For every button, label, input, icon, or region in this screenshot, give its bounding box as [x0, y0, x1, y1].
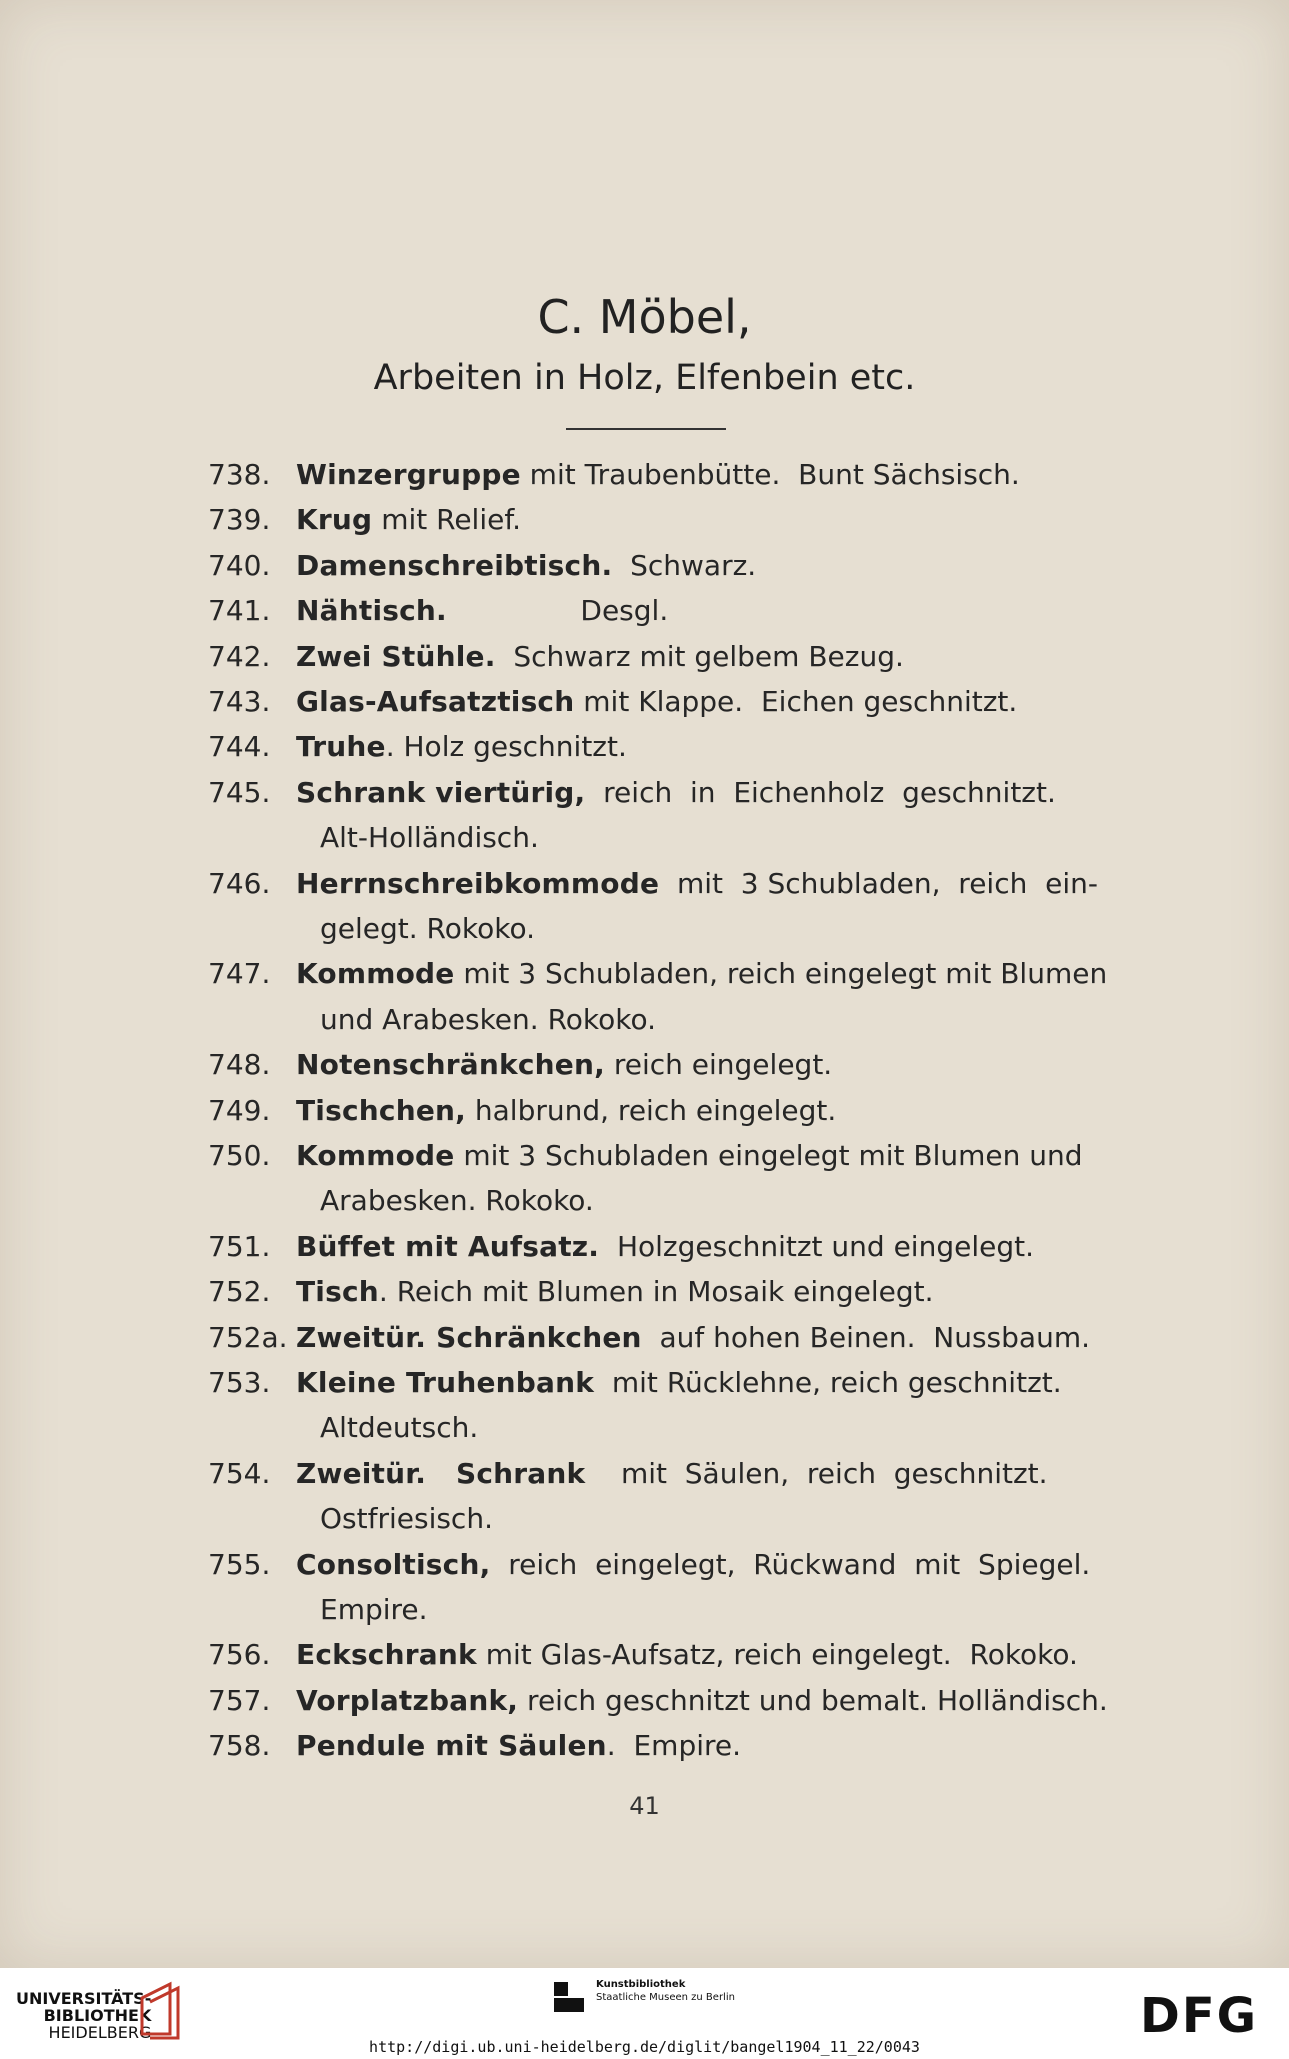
- entry-number: 753.: [208, 1366, 271, 1399]
- entry-text: [296, 458, 1020, 491]
- entry-number: 758.: [208, 1729, 271, 1763]
- kunstbibliothek-text: Kunstbibliothek Staatliche Museen zu Berlin: [596, 1979, 735, 2003]
- entry-text: [296, 957, 1107, 990]
- entry-description: Schwarz.: [612, 548, 757, 582]
- entry-number: 751.: [208, 1229, 271, 1263]
- entry-number: 752.: [208, 1275, 271, 1309]
- entry-text: [296, 776, 1056, 809]
- kunstbibliothek-logo: [550, 1978, 588, 2016]
- entry-text: [296, 1321, 1090, 1354]
- section-subtitle: Arbeiten in Holz, Elfenbein etc.: [373, 358, 916, 398]
- section-title: C. Möbel,: [537, 290, 752, 344]
- entry-description: mit Rücklehne, reich geschnitzt.: [594, 1366, 1062, 1399]
- entry-continuation: Arabesken. Rokoko.: [320, 1184, 594, 1218]
- entry-name: Vorplatzbank,: [296, 1683, 519, 1717]
- entry-text: [296, 549, 756, 582]
- heading-rule: [566, 428, 726, 430]
- entry-text: [296, 867, 1098, 900]
- entry-number: 749.: [208, 1093, 271, 1127]
- entry-text: [296, 503, 521, 536]
- entry-number: 739.: [208, 503, 271, 537]
- entry-number: 748.: [208, 1048, 271, 1082]
- footer-bar: [0, 1968, 1289, 2059]
- entry-description: reich in Eichenholz geschnitzt.: [585, 775, 1056, 809]
- entry-number: 752a.: [208, 1320, 288, 1354]
- entry-number: 745.: [208, 775, 271, 809]
- entry-description: mit 3 Schubladen, reich ein-: [659, 866, 1099, 900]
- entry-name: Herrnschreibkommode: [296, 866, 660, 900]
- entry-name: Kleine Truhenbank: [296, 1366, 595, 1399]
- entry-name: Eckschrank: [296, 1638, 477, 1672]
- entry-description: reich geschnitzt und bemalt. Holländisch.: [518, 1683, 1108, 1717]
- entry-name: Zweitür. Schränkchen: [296, 1320, 642, 1354]
- entry-name: Glas-Aufsatztisch: [296, 685, 575, 718]
- entry-number: 742.: [208, 639, 271, 673]
- entry-text: [296, 1457, 1048, 1490]
- entry-text: [296, 1139, 1083, 1172]
- entry-description: reich eingelegt.: [604, 1048, 833, 1082]
- entry-text: [296, 1366, 1062, 1399]
- entry-number: 756.: [208, 1638, 271, 1672]
- entry-name: Consoltisch,: [296, 1547, 491, 1581]
- entry-name: Kommode: [296, 957, 455, 991]
- entry-name: Winzergruppe: [296, 458, 521, 491]
- entry-name: Damenschreibtisch.: [296, 548, 613, 582]
- source-url[interactable]: http://digi.ub.uni-heidelberg.de/diglit/bangel1904_11_22/0043: [369, 2038, 920, 2056]
- entry-number: 743.: [208, 685, 271, 718]
- entry-continuation: Empire.: [320, 1592, 428, 1626]
- entry-description: . Holz geschnitzt.: [385, 730, 627, 764]
- entry-description: reich eingelegt, Rückwand mit Spiegel.: [490, 1547, 1091, 1581]
- entry-continuation: Alt-Holländisch.: [320, 821, 539, 855]
- entry-name: Tischchen,: [296, 1093, 466, 1127]
- entry-number: 754.: [208, 1456, 271, 1490]
- entry-number: 747.: [208, 957, 271, 991]
- page-number: 41: [629, 1792, 660, 1820]
- entry-text: [296, 1094, 836, 1127]
- entry-number: 738.: [208, 458, 271, 491]
- entry-number: 740.: [208, 548, 271, 582]
- entry-number: 755.: [208, 1547, 271, 1581]
- entry-description: halbrund, reich eingelegt.: [466, 1093, 837, 1127]
- entry-continuation: Altdeutsch.: [320, 1411, 479, 1445]
- entry-name: Kommode: [296, 1139, 455, 1172]
- entry-description: . Reich mit Blumen in Mosaik eingelegt.: [378, 1275, 934, 1309]
- entry-continuation: Ostfriesisch.: [320, 1502, 493, 1536]
- entry-name: Büffet mit Aufsatz.: [296, 1229, 600, 1263]
- entry-text: [296, 730, 627, 763]
- entry-number: 744.: [208, 730, 271, 764]
- entry-text: [296, 640, 904, 673]
- entry-name: Zwei Stühle.: [296, 639, 496, 673]
- entry-text: [296, 685, 1017, 718]
- entry-description: mit Traubenbütte. Bunt Sächsisch.: [520, 458, 1020, 491]
- entry-number: 750.: [208, 1139, 271, 1172]
- ub-heidelberg-logo: [136, 1978, 186, 2040]
- entry-description: Desgl.: [446, 594, 669, 628]
- entry-description: mit Klappe. Eichen geschnitzt.: [574, 685, 1018, 718]
- entry-description: mit 3 Schubladen, reich eingelegt mit Blumen: [454, 957, 1108, 991]
- entry-name: Schrank viertürig,: [296, 775, 586, 809]
- entry-name: Krug: [296, 503, 373, 537]
- entry-number: 746.: [208, 866, 271, 900]
- entry-number: 757.: [208, 1683, 271, 1717]
- entry-description: . Empire.: [606, 1729, 742, 1763]
- entry-description: mit Glas-Aufsatz, reich eingelegt. Rokoko.: [476, 1638, 1078, 1672]
- entry-text: [296, 1230, 1034, 1263]
- entry-name: Tisch: [296, 1275, 379, 1309]
- entry-name: Nähtisch.: [296, 594, 447, 628]
- entry-description: Holzgeschnitzt und eingelegt.: [599, 1229, 1034, 1263]
- entry-continuation: und Arabesken. Rokoko.: [320, 1002, 656, 1036]
- entry-text: [296, 1548, 1090, 1581]
- entry-name: Zweitür. Schrank: [296, 1456, 586, 1490]
- entry-text: [296, 1048, 832, 1081]
- entry-name: Truhe: [296, 730, 386, 764]
- entry-name: Notenschränkchen,: [296, 1048, 605, 1082]
- entry-description: mit Säulen, reich geschnitzt.: [585, 1456, 1048, 1490]
- entry-number: 741.: [208, 594, 271, 628]
- dfg-logo: DFG: [1140, 1988, 1259, 2044]
- entry-text: [296, 1275, 934, 1308]
- ub-heidelberg-text: UNIVERSITÄTS- BIBLIOTHEK HEIDELBERG: [16, 1989, 152, 2042]
- entry-description: auf hohen Beinen. Nussbaum.: [641, 1320, 1091, 1354]
- entry-text: [296, 1729, 741, 1762]
- entry-text: [296, 1638, 1078, 1671]
- entry-description: mit Relief.: [372, 503, 522, 537]
- entry-text: [296, 1684, 1108, 1717]
- entry-text: [296, 594, 668, 627]
- entry-description: mit 3 Schubladen eingelegt mit Blumen und: [454, 1139, 1083, 1172]
- entry-description: Schwarz mit gelbem Bezug.: [495, 639, 904, 673]
- entry-name: Pendule mit Säulen: [296, 1729, 607, 1763]
- entry-continuation: gelegt. Rokoko.: [320, 911, 535, 945]
